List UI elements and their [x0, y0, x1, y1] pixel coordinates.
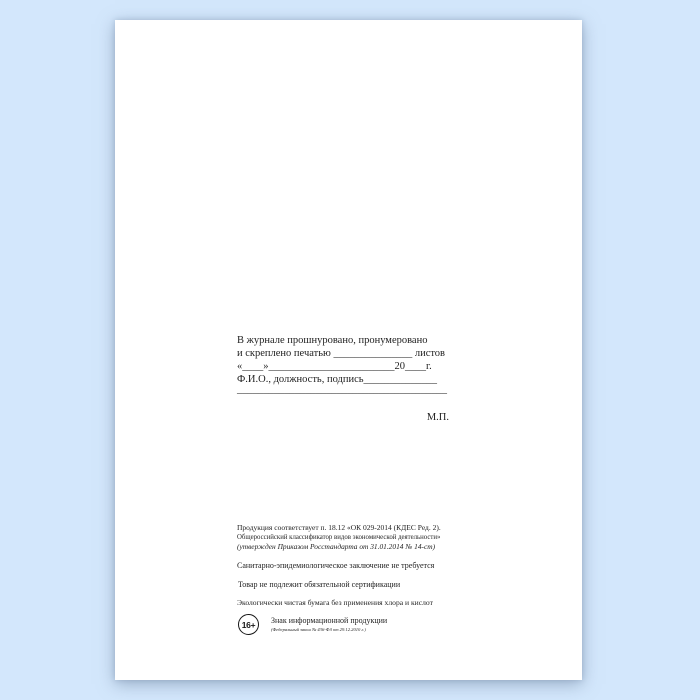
- binding-record-blank-line: ________________________________________: [237, 384, 447, 395]
- binding-record-line-2: и скреплено печатью _______________ листов: [237, 348, 446, 359]
- binding-record-line-1: В журнале прошнуровано, пронумеровано: [237, 335, 428, 346]
- eco-paper-note: Экологически чистая бумага без применения хлора и кислот: [237, 598, 433, 607]
- age-rating-title: Знак информационной продукции: [271, 615, 388, 625]
- paper-sheet: [115, 20, 582, 680]
- age-rating-16plus-icon: [238, 614, 259, 635]
- age-rating-law-reference: (Федеральный закон № 436-ФЗ от 29.12.2010 г.): [271, 626, 366, 632]
- stamp-place-label: М.П.: [426, 412, 449, 423]
- binding-record-signature-line: Ф.И.О., должность, подпись______________: [237, 374, 438, 385]
- compliance-line-2: Общероссийский классификатор видов экономической деятельности»: [237, 534, 441, 541]
- compliance-line-1: Продукция соответствует п. 18.12 «ОК 029-2014 (КДЕС Ред. 2).: [237, 523, 441, 532]
- sanitary-note: Санитарно-эпидемиологическое заключение не требуется: [237, 560, 435, 570]
- compliance-line-3: (утвержден Приказом Росстандарта от 31.01.2014 № 14-ст): [237, 541, 436, 551]
- binding-record-date-line: «____»________________________20____г.: [237, 361, 432, 372]
- certification-note: Товар не подлежит обязательной сертификации: [238, 579, 401, 589]
- age-rating-badge-text: 16+: [241, 619, 256, 630]
